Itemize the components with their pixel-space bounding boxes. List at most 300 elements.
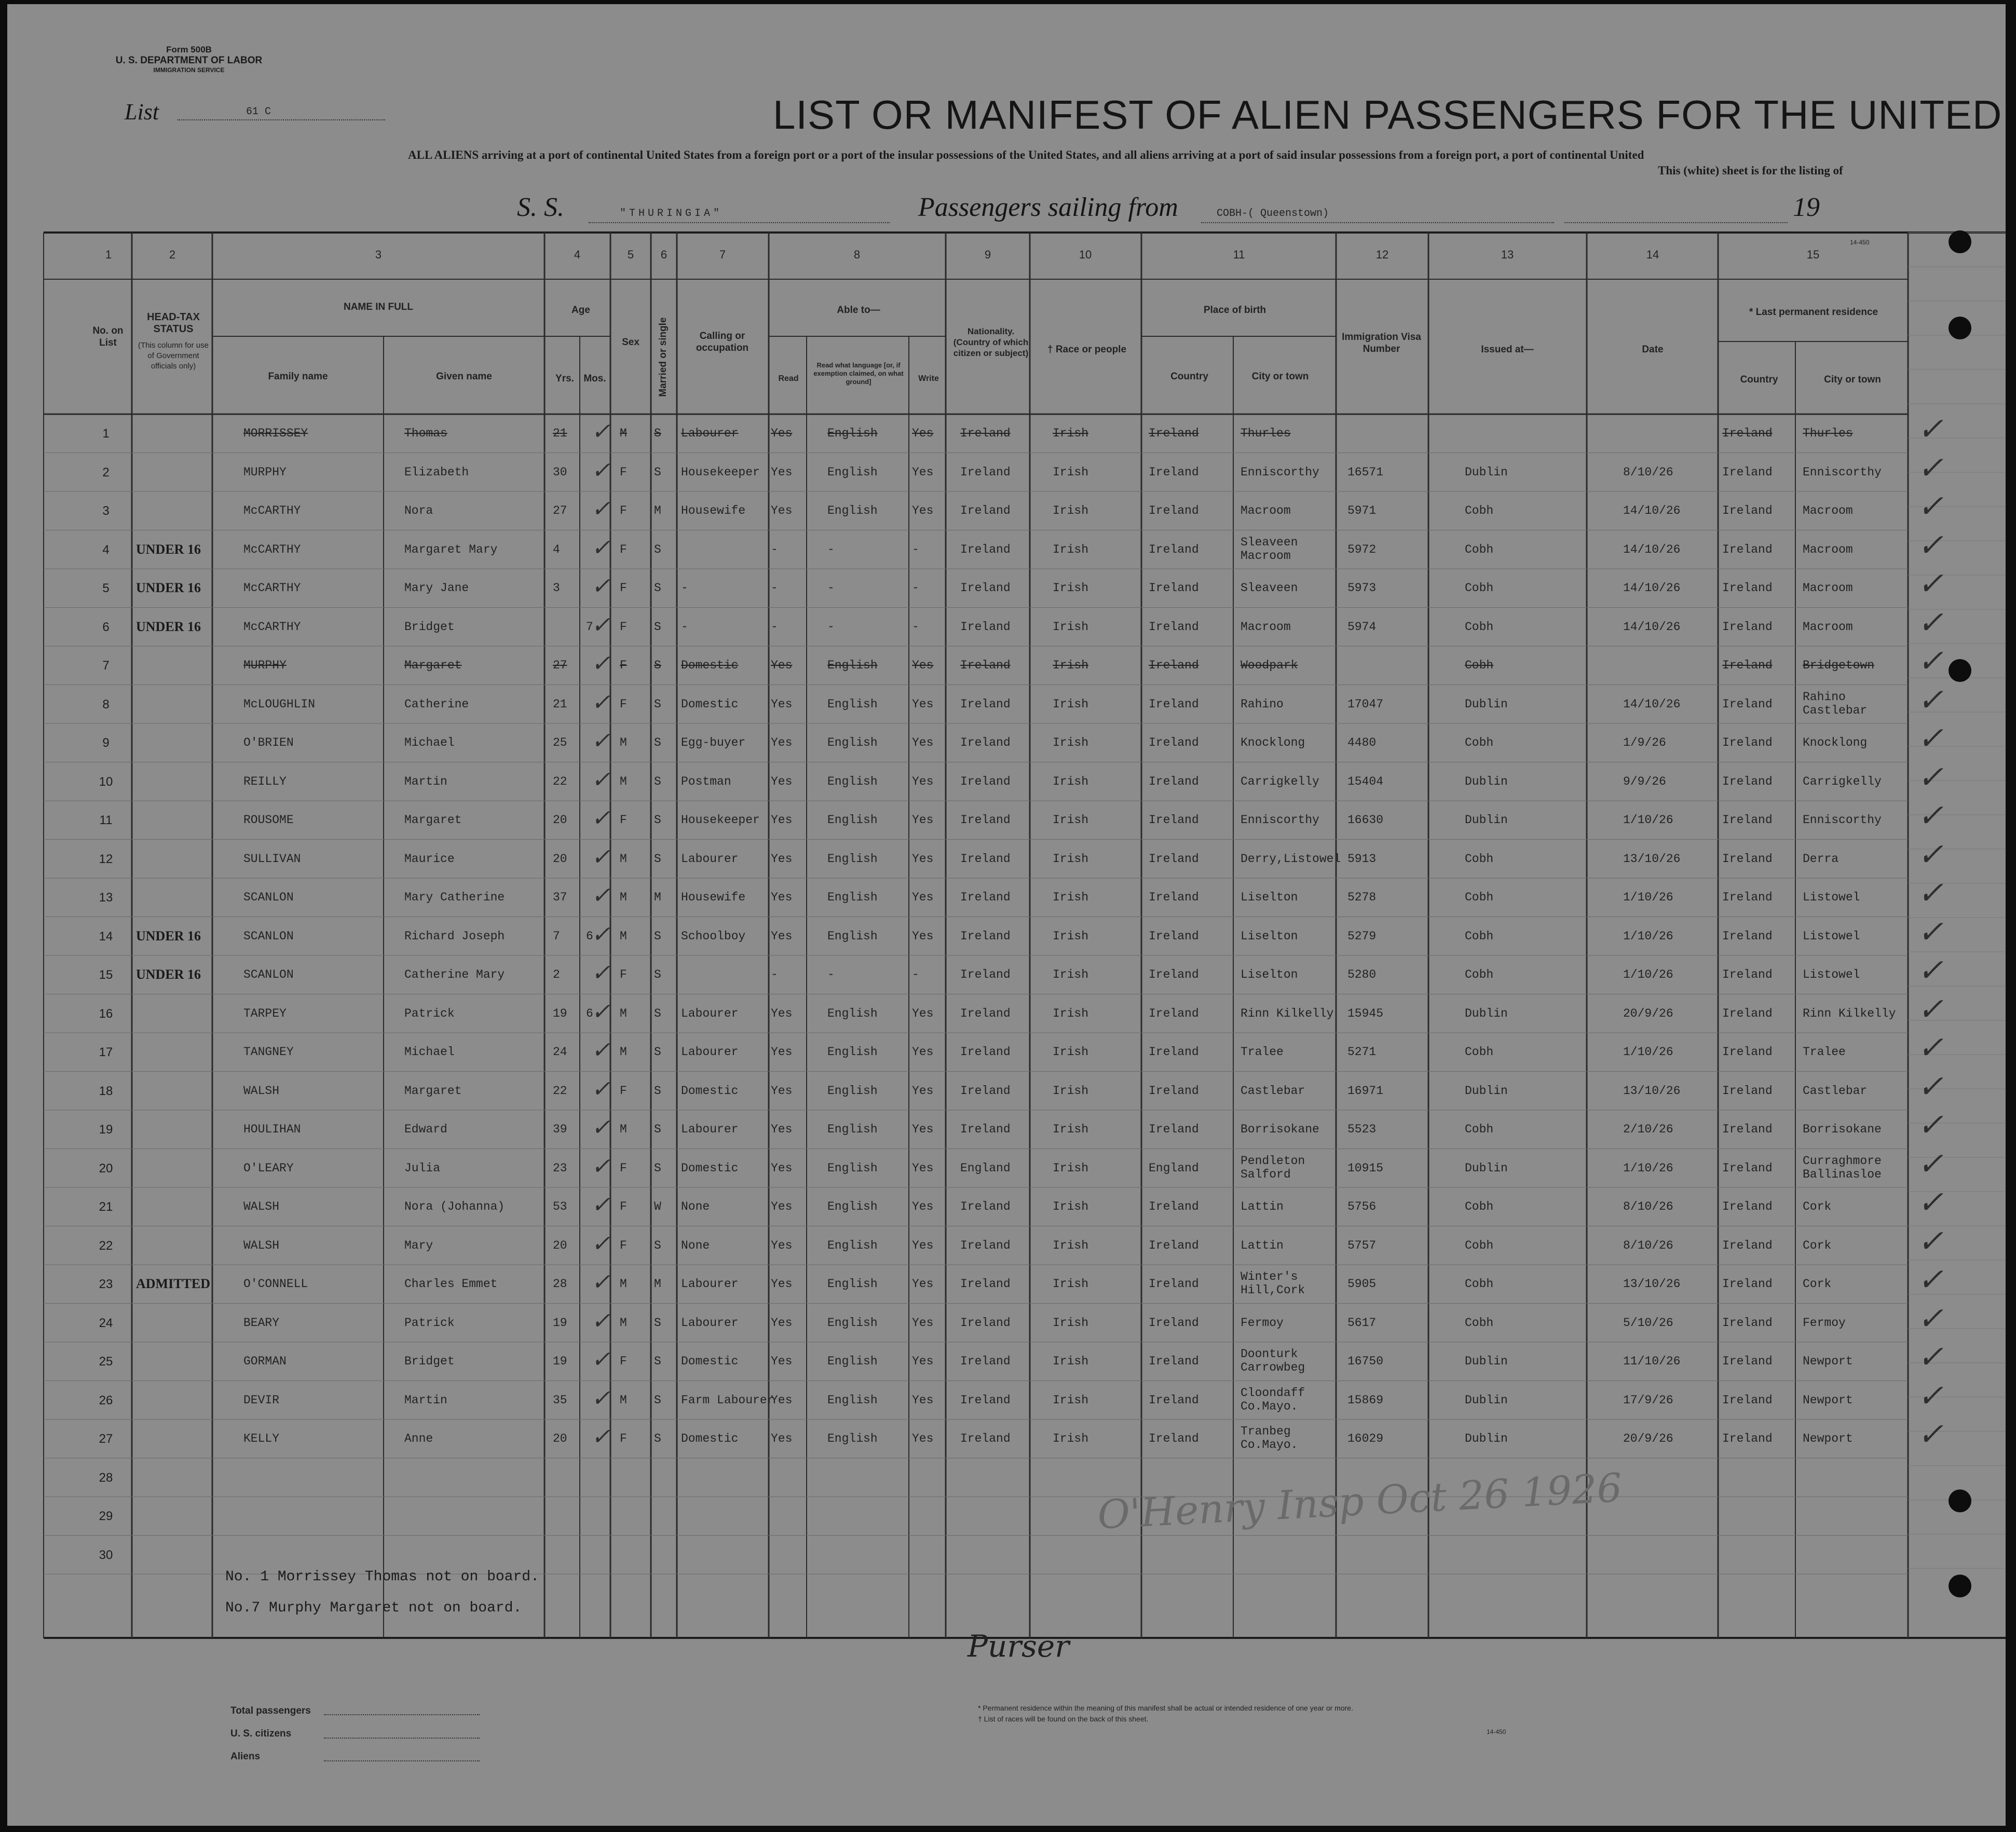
cell-family: HOULIHAN — [243, 1123, 301, 1136]
cell-rcountry: Ireland — [1722, 620, 1773, 634]
cell-tax: ADMITTED — [136, 1276, 211, 1291]
cell-rcity: Curraghmore Ballinasloe — [1803, 1154, 1882, 1181]
check-mark-icon: ✓ — [591, 1424, 610, 1450]
header-yrs: Yrs. — [555, 373, 574, 384]
cell-write: Yes — [912, 813, 934, 827]
cell-write: Yes — [912, 1355, 934, 1368]
cell-family: BEARY — [243, 1316, 280, 1330]
cell-sex: F — [620, 813, 627, 827]
cell-rcity: Macroom — [1803, 504, 1853, 517]
cell-rcountry: Ireland — [1722, 465, 1773, 479]
cell-occ: Labourer — [681, 1316, 739, 1330]
cell-given: Julia — [404, 1161, 441, 1175]
cell-write: Yes — [912, 1123, 934, 1136]
header-visa: Immigration Visa Number — [1342, 332, 1421, 354]
cell-write: Yes — [912, 852, 934, 866]
cell-sex: F — [620, 620, 627, 634]
check-mark-icon: ✓ — [591, 1192, 610, 1218]
row-number: 15 — [99, 968, 113, 982]
cell-rcountry: Ireland — [1722, 929, 1773, 943]
cell-given: Mary Jane — [404, 581, 469, 595]
cell-rcountry: Ireland — [1722, 852, 1773, 866]
cell-given: Margaret Mary — [404, 542, 498, 556]
cell-yrs: 7 — [553, 929, 560, 943]
header-race: † Race or people — [1047, 344, 1127, 355]
cell-nat: Ireland — [960, 1355, 1011, 1368]
cell-date: 14/10/26 — [1623, 504, 1681, 517]
cell-bco: Ireland — [1149, 1277, 1199, 1291]
cell-occ: Domestic — [681, 1084, 739, 1098]
cell-read: Yes — [771, 1084, 793, 1098]
cell-yrs: 53 — [553, 1200, 567, 1213]
header-nationality: Nationality. (Country of which citizen or subject) — [953, 326, 1029, 358]
cell-yrs: 3 — [553, 581, 560, 595]
cell-yrs: 27 — [553, 504, 567, 517]
cell-visa: 5271 — [1347, 1045, 1377, 1059]
column-number: 10 — [1079, 248, 1092, 261]
cell-family: REILLY — [243, 774, 287, 788]
cell-nat: Ireland — [960, 1277, 1011, 1291]
cell-race: Irish — [1053, 813, 1089, 827]
cell-rcity: Listowel — [1803, 891, 1860, 904]
cell-write: Yes — [912, 465, 934, 479]
check-mark-icon: ✓ — [591, 1230, 610, 1257]
check-mark-icon: ✓ — [1917, 488, 1944, 525]
list-value: 61 C — [246, 106, 271, 118]
column-number: 13 — [1501, 248, 1514, 261]
cell-rcity: Knocklong — [1803, 736, 1868, 749]
cell-occ: Housekeeper — [681, 813, 760, 827]
cell-read: Yes — [771, 427, 793, 440]
cell-yrs: 21 — [553, 427, 567, 440]
cell-yrs: 20 — [553, 852, 567, 866]
cell-ms: S — [654, 1393, 661, 1407]
cell-write: Yes — [912, 1393, 934, 1407]
footnote-residence: * Permanent residence within the meaning of this manifest shall be actual or intended residence of one year or more. — [978, 1704, 1353, 1712]
check-mark-icon: ✓ — [1917, 1262, 1944, 1298]
check-mark-icon: ✓ — [591, 1385, 610, 1412]
cell-date: 1/10/26 — [1623, 929, 1673, 943]
header-write: Write — [918, 374, 939, 383]
cell-lang: - — [827, 581, 835, 595]
cell-issued: Cobh — [1465, 968, 1494, 981]
cell-write: Yes — [912, 1161, 934, 1175]
cell-yrs: 28 — [553, 1277, 567, 1291]
cell-visa: 5756 — [1347, 1200, 1377, 1213]
row-number: 21 — [99, 1200, 113, 1214]
cell-given: Martin — [404, 774, 447, 788]
cell-rcountry: Ireland — [1722, 736, 1773, 749]
cell-visa: 15945 — [1347, 1006, 1384, 1020]
cell-bco: Ireland — [1149, 1238, 1199, 1252]
cell-rcountry: Ireland — [1722, 813, 1773, 827]
cell-race: Irish — [1053, 736, 1089, 749]
year-prefix: 19 — [1793, 193, 1820, 222]
cell-read: Yes — [771, 1006, 793, 1020]
cell-rcountry: Ireland — [1722, 1277, 1773, 1291]
cell-read: Yes — [771, 1200, 793, 1213]
header-able-to: Able to— — [837, 305, 880, 316]
cell-ms: S — [654, 1161, 661, 1175]
cell-read: Yes — [771, 1393, 793, 1407]
cell-rcity: Newport — [1803, 1355, 1853, 1368]
cell-family: WALSH — [243, 1238, 280, 1252]
cell-write: Yes — [912, 774, 934, 788]
cell-ms: S — [654, 1355, 661, 1368]
check-mark-icon: ✓ — [591, 766, 610, 793]
cell-rcity: Tralee — [1803, 1045, 1846, 1059]
cell-visa: 17047 — [1347, 697, 1384, 711]
row-number: 24 — [99, 1316, 113, 1330]
cell-date: 1/10/26 — [1623, 1045, 1673, 1059]
cell-bcity: Sleaveen Macroom — [1241, 535, 1298, 563]
cell-given: Patrick — [404, 1006, 455, 1020]
row-number: 2 — [102, 465, 110, 480]
cell-issued: Dublin — [1465, 813, 1508, 827]
cell-family: SULLIVAN — [243, 852, 301, 866]
cell-bco: Ireland — [1149, 1355, 1199, 1368]
column-number: 8 — [853, 248, 861, 261]
check-mark-icon: ✓ — [1917, 566, 1944, 602]
cell-rcountry: Ireland — [1722, 1200, 1773, 1213]
table-grid — [7, 4, 2006, 1826]
cell-issued: Dublin — [1465, 1355, 1508, 1368]
column-number: 15 — [1806, 248, 1820, 261]
cell-rcountry: Ireland — [1722, 1393, 1773, 1407]
cell-sex: M — [620, 736, 627, 749]
header-res-city: City or town — [1824, 374, 1881, 385]
cell-issued: Cobh — [1465, 542, 1494, 556]
cell-visa: 5913 — [1347, 852, 1377, 866]
row-number: 29 — [99, 1509, 113, 1523]
cell-visa: 5280 — [1347, 968, 1377, 981]
cell-family: GORMAN — [243, 1355, 287, 1368]
row-number: 17 — [99, 1045, 113, 1059]
cell-issued: Dublin — [1465, 1432, 1508, 1445]
us-citizens-line — [324, 1738, 480, 1739]
cell-rcountry: Ireland — [1722, 1006, 1773, 1020]
cell-lang: English — [827, 813, 878, 827]
cell-sex: M — [620, 1277, 627, 1291]
cell-yrs: 19 — [553, 1316, 567, 1330]
cell-date: 1/10/26 — [1623, 1161, 1673, 1175]
cell-given: Charles Emmet — [404, 1277, 498, 1291]
cell-tax: UNDER 16 — [136, 541, 201, 557]
cell-occ: Labourer — [681, 1123, 739, 1136]
cell-date: 2/10/26 — [1623, 1123, 1673, 1136]
cell-issued: Cobh — [1465, 659, 1494, 672]
cell-given: Mary — [404, 1238, 433, 1252]
cell-yrs: 19 — [553, 1355, 567, 1368]
cell-yrs: 24 — [553, 1045, 567, 1059]
row-number: 25 — [99, 1355, 113, 1369]
ship-name: "THURINGIA" — [620, 208, 723, 220]
cell-bco: Ireland — [1149, 1123, 1199, 1136]
cell-nat: Ireland — [960, 659, 1011, 672]
cell-rcity: Macroom — [1803, 581, 1853, 595]
cell-sex: M — [620, 1123, 627, 1136]
cell-ms: S — [654, 1123, 661, 1136]
cell-bco: England — [1149, 1161, 1199, 1175]
cell-race: Irish — [1053, 542, 1089, 556]
cell-date: 20/9/26 — [1623, 1006, 1673, 1020]
check-mark-icon: ✓ — [1917, 991, 1944, 1028]
cell-bcity: Winter's Hill,Cork — [1241, 1270, 1305, 1297]
cell-rcountry: Ireland — [1722, 1238, 1773, 1252]
cell-sex: F — [620, 1200, 627, 1213]
cell-bco: Ireland — [1149, 504, 1199, 517]
form-number: Form 500B — [166, 45, 212, 54]
cell-sex: F — [620, 1084, 627, 1098]
cell-bcity: Cloondaff Co.Mayo. — [1241, 1386, 1305, 1413]
cell-lang: English — [827, 1238, 878, 1252]
binder-hole — [1949, 317, 1971, 339]
cell-family: McLOUGHLIN — [243, 697, 316, 711]
port-name: COBH-( Queenstown) — [1217, 208, 1329, 220]
cell-nat: Ireland — [960, 929, 1011, 943]
check-mark-icon: ✓ — [591, 1114, 610, 1141]
cell-lang: English — [827, 1277, 878, 1291]
cell-rcity: Listowel — [1803, 929, 1860, 943]
cell-race: Irish — [1053, 1006, 1089, 1020]
cell-family: McCARTHY — [243, 620, 301, 634]
cell-lang: English — [827, 736, 878, 749]
cell-family: SCANLON — [243, 891, 294, 904]
cell-visa: 16630 — [1347, 813, 1384, 827]
cell-family: WALSH — [243, 1200, 280, 1213]
cell-ms: S — [654, 736, 661, 749]
cell-occ: Labourer — [681, 852, 739, 866]
check-mark-icon: ✓ — [1917, 1107, 1944, 1143]
cell-ms: M — [654, 1277, 661, 1291]
cell-nat: Ireland — [960, 774, 1011, 788]
cell-yrs: 25 — [553, 736, 567, 749]
cell-ms: S — [654, 1045, 661, 1059]
cell-issued: Cobh — [1465, 581, 1494, 595]
cell-read: - — [771, 620, 778, 634]
cell-rcity: Macroom — [1803, 620, 1853, 634]
cell-ms: S — [654, 852, 661, 866]
cell-lang: English — [827, 1045, 878, 1059]
cell-write: Yes — [912, 736, 934, 749]
cell-read: - — [771, 581, 778, 595]
cell-write: Yes — [912, 1432, 934, 1445]
cell-date: 8/10/26 — [1623, 1200, 1673, 1213]
cell-sex: F — [620, 659, 627, 672]
cell-visa: 5973 — [1347, 581, 1377, 595]
cell-bco: Ireland — [1149, 581, 1199, 595]
check-mark-icon: ✓ — [1917, 759, 1944, 796]
check-mark-icon: ✓ — [1917, 449, 1944, 486]
cell-bco: Ireland — [1149, 774, 1199, 788]
cell-sex: M — [620, 1316, 627, 1330]
cell-issued: Cobh — [1465, 1200, 1494, 1213]
cell-ms: S — [654, 542, 661, 556]
cell-bcity: Enniscorthy — [1241, 465, 1319, 479]
total-passengers-label: Total passengers — [230, 1705, 311, 1716]
check-mark-icon: ✓ — [1917, 1030, 1944, 1066]
cell-issued: Cobh — [1465, 504, 1494, 517]
cell-nat: Ireland — [960, 581, 1011, 595]
cell-rcountry: Ireland — [1722, 581, 1773, 595]
cell-date: 14/10/26 — [1623, 542, 1681, 556]
cell-sex: F — [620, 504, 627, 517]
cell-issued: Cobh — [1465, 891, 1494, 904]
cell-race: Irish — [1053, 581, 1089, 595]
cell-visa: 10915 — [1347, 1161, 1384, 1175]
header-sex: Sex — [622, 337, 639, 348]
cell-read: Yes — [771, 1277, 793, 1291]
row-number: 12 — [99, 852, 113, 866]
cell-given: Catherine — [404, 697, 469, 711]
cell-ms: S — [654, 659, 661, 672]
row-number: 30 — [99, 1548, 113, 1562]
cell-read: Yes — [771, 1123, 793, 1136]
cell-ms: S — [654, 1006, 661, 1020]
cell-yrs: 2 — [553, 968, 560, 981]
cell-date: 13/10/26 — [1623, 852, 1681, 866]
binder-hole — [1949, 230, 1971, 253]
row-number: 5 — [102, 581, 110, 595]
cell-visa: 5617 — [1347, 1316, 1377, 1330]
cell-lang: English — [827, 504, 878, 517]
cell-date: 9/9/26 — [1623, 774, 1666, 788]
cell-bcity: Rahino — [1241, 697, 1284, 711]
cell-lang: English — [827, 1123, 878, 1136]
cell-race: Irish — [1053, 774, 1089, 788]
cell-date: 14/10/26 — [1623, 697, 1681, 711]
check-mark-icon: ✓ — [1917, 411, 1944, 447]
cell-bcity: Doonturk Carrowbeg — [1241, 1347, 1305, 1374]
cell-date: 17/9/26 — [1623, 1393, 1673, 1407]
cell-rcity: Macroom — [1803, 542, 1853, 556]
cell-sex: F — [620, 1161, 627, 1175]
cell-yrs: 21 — [553, 697, 567, 711]
cell-issued: Dublin — [1465, 1006, 1508, 1020]
cell-bco: Ireland — [1149, 736, 1199, 749]
header-last-residence: * Last permanent residence — [1749, 307, 1878, 318]
cell-lang: - — [827, 542, 835, 556]
check-mark-icon: ✓ — [1917, 1339, 1944, 1375]
cell-race: Irish — [1053, 659, 1089, 672]
cell-mos: 7 — [586, 620, 593, 634]
check-mark-icon: ✓ — [1917, 1377, 1944, 1414]
cell-rcity: Rahino Castlebar — [1803, 690, 1868, 717]
header-date: Date — [1642, 344, 1664, 355]
cell-write: Yes — [912, 427, 934, 440]
cell-race: Irish — [1053, 1200, 1089, 1213]
purser-signature: Purser — [968, 1629, 1069, 1664]
cell-write: Yes — [912, 659, 934, 672]
cell-occ: Domestic — [681, 1161, 739, 1175]
cell-lang: - — [827, 620, 835, 634]
cell-date: 8/10/26 — [1623, 1238, 1673, 1252]
check-mark-icon: ✓ — [1917, 1184, 1944, 1221]
row-number: 8 — [102, 697, 110, 712]
check-mark-icon: ✓ — [1917, 681, 1944, 718]
cell-given: Thomas — [404, 427, 447, 440]
check-mark-icon: ✓ — [1917, 1068, 1944, 1105]
column-number: 6 — [660, 248, 668, 261]
check-mark-icon: ✓ — [591, 1307, 610, 1334]
note-not-on-board-2: No.7 Murphy Margaret not on board. — [225, 1600, 522, 1616]
cell-given: Bridget — [404, 1355, 455, 1368]
row-number: 22 — [99, 1238, 113, 1253]
cell-ms: W — [654, 1200, 661, 1213]
cell-given: Michael — [404, 1045, 455, 1059]
cell-sex: M — [620, 427, 627, 440]
cell-ms: S — [654, 427, 661, 440]
cell-write: - — [912, 620, 919, 634]
check-mark-icon: ✓ — [1917, 1300, 1944, 1337]
cell-rcountry: Ireland — [1722, 1161, 1773, 1175]
cell-bco: Ireland — [1149, 813, 1199, 827]
cell-rcity: Cork — [1803, 1238, 1832, 1252]
cell-sex: F — [620, 542, 627, 556]
cell-read: Yes — [771, 1238, 793, 1252]
cell-occ: Postman — [681, 774, 731, 788]
cell-race: Irish — [1053, 427, 1089, 440]
cell-write: Yes — [912, 929, 934, 943]
check-mark-icon: ✓ — [591, 418, 610, 445]
header-mos: Mos. — [583, 373, 606, 384]
cell-sex: M — [620, 1045, 627, 1059]
cell-given: Michael — [404, 736, 455, 749]
total-passengers-line — [324, 1714, 480, 1715]
cell-bcity: Macroom — [1241, 504, 1291, 517]
cell-lang: English — [827, 774, 878, 788]
cell-bcity: Carrigkelly — [1241, 774, 1319, 788]
note-not-on-board-1: No. 1 Morrissey Thomas not on board. — [225, 1569, 539, 1585]
cell-family: ROUSOME — [243, 813, 294, 827]
cell-rcity: Cork — [1803, 1200, 1832, 1213]
cell-sex: F — [620, 1238, 627, 1252]
cell-lang: English — [827, 1084, 878, 1098]
row-number: 11 — [99, 813, 113, 827]
cell-tax: UNDER 16 — [136, 580, 201, 595]
cell-family: McCARTHY — [243, 581, 301, 595]
cell-read: Yes — [771, 465, 793, 479]
cell-lang: English — [827, 1355, 878, 1368]
cell-visa: 5905 — [1347, 1277, 1377, 1291]
cell-write: Yes — [912, 1200, 934, 1213]
cell-bco: Ireland — [1149, 465, 1199, 479]
cell-occ: Labourer — [681, 1006, 739, 1020]
cell-lang: English — [827, 1006, 878, 1020]
cell-bco: Ireland — [1149, 620, 1199, 634]
column-number: 1 — [105, 248, 112, 261]
cell-family: MORRISSEY — [243, 427, 308, 440]
cell-bcity: Tralee — [1241, 1045, 1284, 1059]
cell-race: Irish — [1053, 1123, 1089, 1136]
sailing-label: Passengers sailing from — [918, 193, 1178, 222]
row-number: 4 — [102, 542, 110, 557]
cell-rcountry: Ireland — [1722, 891, 1773, 904]
cell-ms: S — [654, 929, 661, 943]
binder-hole — [1949, 1489, 1971, 1512]
check-mark-icon: ✓ — [591, 1075, 610, 1102]
row-number: 6 — [102, 620, 110, 634]
cell-visa: 4480 — [1347, 736, 1377, 749]
cell-ms: S — [654, 1238, 661, 1252]
cell-date: 20/9/26 — [1623, 1432, 1673, 1445]
header-no-on-list: No. on List — [92, 325, 124, 348]
cell-bco: Ireland — [1149, 1432, 1199, 1445]
check-mark-icon: ✓ — [1917, 527, 1944, 564]
cell-given: Martin — [404, 1393, 447, 1407]
cell-yrs: 27 — [553, 659, 567, 672]
binder-hole — [1949, 1575, 1971, 1597]
